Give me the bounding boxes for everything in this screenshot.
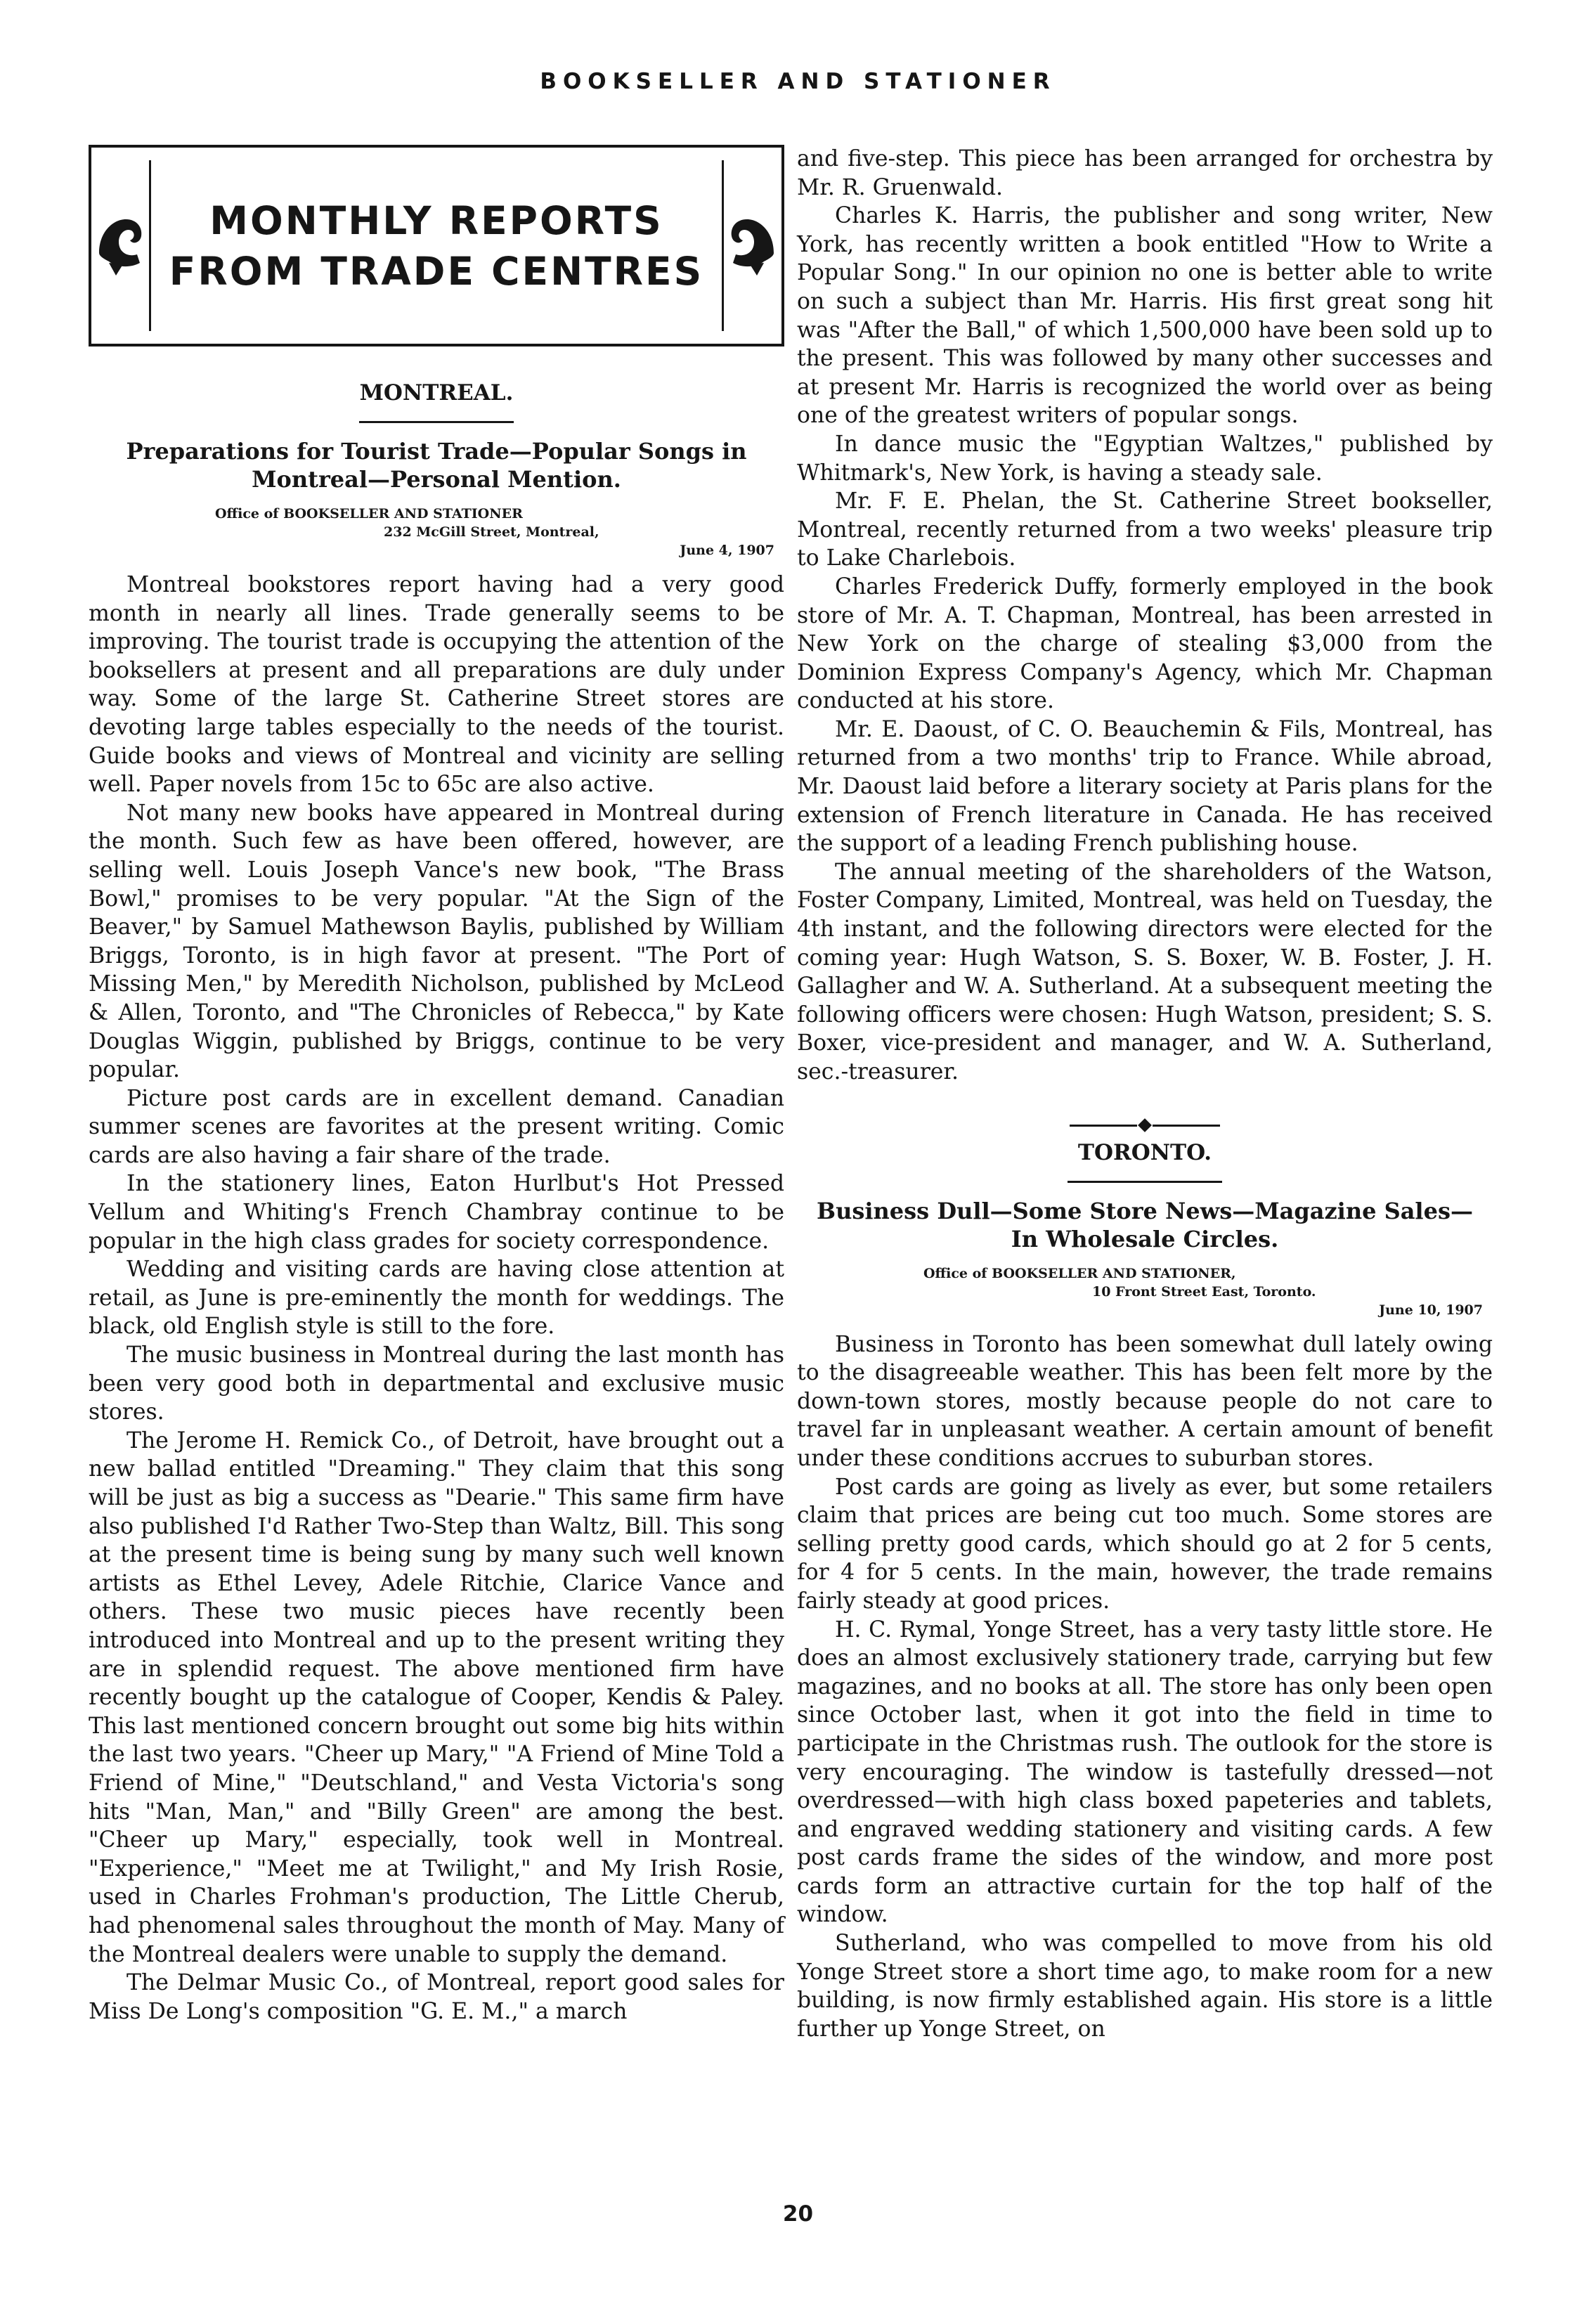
paragraph: In the stationery lines, Eaton Hurlbut's Hot Pressed Vellum and Whiting's French Chambray continue to be popular in the high class grades for society correspondence. [89,1171,784,1254]
ornament-icon [727,212,778,280]
toronto-subhead: Business Dull—Some Store News—Magazine Sales—In Wholesale Circles. [817,1197,1473,1252]
running-head: BOOKSELLER AND STATIONER [540,69,1056,94]
paragraph: The annual meeting of the shareholders of the Watson, Foster Company, Limited, Montreal, was held on Tuesday, the 4th instant, and the following directors were elected for the coming year: Hugh Watson, S. S. Boxer, W. B. Foster, J. H. Gallagher and W. A. Sutherland. At a subsequent meeting the following officers were chosen: Hugh Watson, president; S. S. Boxer, vice-president and manager, and W. A. Sutherland, sec.-treasurer. [797,859,1493,1084]
montreal-heading: MONTREAL. [359,380,514,406]
office-address: 232 McGill Street, Montreal, [384,524,599,540]
montreal-dateline [89,505,784,559]
banner-frame [149,160,724,331]
paragraph: Not many new books have appeared in Montreal during the month. Such few as have been offered, however, are selling well. Louis Joseph Vance's new book, "The Brass Bowl," promises to be very popular. "At the Sign of the Beaver," by Samuel Mathewson Baylis, published by William Briggs, Toronto, is in high favor at present. "The Port of Missing Men," by Meredith Nicholson, published by McLeod & Allen, Toronto, and "The Chronicles of Rebecca," by Kate Douglas Wiggin, published by Briggs, continue to be very popular. [89,800,784,1083]
paragraph: Business in Toronto has been somewhat dull lately owing to the disagreeable weather. This has been felt more by the down-town stores, mostly because people do not care to travel far in unpleasant weather. A certain amount of benefit under these conditions accrues to suburban stores. [797,1331,1493,1471]
paragraph: Montreal bookstores report having had a very good month in nearly all lines. Trade generally seems to be improving. The tourist trade is occupying the attention of the booksellers at present and all preparations are duly under way. Some of the large St. Catherine Street stores are devoting large tables especially to the needs of the tourist. Guide books and views of Montreal and vicinity are selling well. Paper novels from 15c to 65c are also active. [89,572,784,798]
dateline-date: June 10, 1907 [1379,1302,1483,1318]
paragraph: Mr. E. Daoust, of C. O. Beauchemin & Fils, Montreal, has returned from a two months' trip to France. While abroad, Mr. Daoust laid before a literary society at Paris plans for the extension of French literature in Canada. He has received the support of a leading French publishing house. [797,716,1493,857]
right-column [797,145,1493,2043]
section-banner [89,145,784,347]
office-line: Office of BOOKSELLER AND STATIONER [215,506,523,522]
paragraph: Mr. F. E. Phelan, the St. Catherine Street bookseller, Montreal, recently returned from a two weeks' pleasure trip to Lake Charlebois. [797,488,1493,571]
paragraph: Charles Frederick Duffy, formerly employed in the book store of Mr. A. T. Chapman, Montreal, has been arrested in New York on the charge of stealing $3,000 from the Dominion Express Company's Agency, which Mr. Chapman conducted at his store. [797,574,1493,714]
montreal-subhead: Preparations for Tourist Trade—Popular Songs in Montreal—Personal Mention. [126,438,747,493]
office-address: 10 Front Street East, Toronto. [1092,1283,1316,1300]
paragraph: Sutherland, who was compelled to move from his old Yonge Street store a short time ago, to make room for a new building, is now firmly established again. His store is a little further up Yonge Street, on [797,1931,1493,2042]
banner-title-line1: MONTHLY REPORTS [209,197,663,243]
dateline-date: June 4, 1907 [680,543,774,558]
paragraph: Picture post cards are in excellent demand. Canadian summer scenes are favorites at the present writing. Comic cards are also having a fair share of the trade. [89,1085,784,1168]
paragraph: H. C. Rymal, Yonge Street, has a very tasty little store. He does an almost exclusively stationery trade, carrying but few magazines, and no books at all. The store has only been open since October last, when it got into the field in time to participate in the Christmas rush. The outlook for the store is very encouraging. The window is tastefully dressed—not overdressed—with high class boxed papeteries and tablets, and engraved wedding stationery and visiting cards. A few post cards frame the sides of the window, and more post cards form an attractive curtain for the top half of the window. [797,1617,1493,1928]
banner-title-line2: FROM TRADE CENTRES [169,248,704,294]
paragraph: and five-step. This piece has been arranged for orchestra by Mr. R. Gruenwald. [797,146,1493,200]
left-column [89,145,784,2026]
paragraph: Wedding and visiting cards are having close attention at retail, as June is pre-eminently the month for weddings. The black, old English style is still to the fore. [89,1257,784,1340]
paragraph: Post cards are going as lively as ever, but some retailers claim that prices are being cut too much. Some stores are selling pretty good cards, which should go at 2 for 5 cents, for 4 for 5 cents. In the main, however, the trade remains fairly steady at good prices. [797,1474,1493,1614]
section-divider [797,1110,1493,1125]
toronto-heading: TORONTO. [1077,1139,1212,1165]
paragraph: The Jerome H. Remick Co., of Detroit, have brought out a new ballad entitled "Dreaming." They claim that this song will be just as big a success as "Dearie." This same firm have also published I'd Rather Two-Step than Waltz, Bill. This song at the present time is being sung by many such well known artists as Ethel Levey, Adele Ritchie, Clarice Vance and others. These two music pieces have recently been introduced into Montreal and up to the present writing they are in splendid request. The above mentioned firm have recently bought up the catalogue of Cooper, Kendis & Paley. This last mentioned concern brought out some big hits within the last two years. "Cheer up Mary," "A Friend of Mine Told a Friend of Mine," "Deutschland," and Vesta Victoria's song hits "Man, Man," and "Billy Green" are among the best. "Cheer up Mary," especially, took well in Montreal. "Experience," "Meet me at Twilight," and My Irish Rosie, used in Charles Frohman's production, The Little Cherub, had phenomenal sales throughout the month of May. Many of the Montreal dealers were unable to supply the demand. [89,1427,784,1967]
ornament-icon [95,212,145,280]
heading-rule [1068,1181,1222,1183]
office-line: Office of BOOKSELLER AND STATIONER, [923,1265,1236,1281]
paragraph: In dance music the "Egyptian Waltzes," published by Whitmark's, New York, is having a steady sale. [797,431,1493,486]
heading-rule [359,421,514,423]
toronto-dateline [797,1264,1493,1319]
paragraph: The Delmar Music Co., of Montreal, report good sales for Miss De Long's composition "G. E. M.," a march [89,1970,784,2024]
page-number: 20 [782,2201,814,2227]
paragraph: The music business in Montreal during the last month has been very good both in departmental and exclusive music stores. [89,1342,784,1425]
paragraph: Charles K. Harris, the publisher and song writer, New York, has recently written a book entitled "How to Write a Popular Song." In our opinion no one is better able to write on such a subject than Mr. Harris. His first great song hit was "After the Ball," of which 1,500,000 have been sold up to the present. This was followed by many other successes and at present Mr. Harris is recognized the world over as being one of the greatest writers of popular songs. [797,203,1493,429]
